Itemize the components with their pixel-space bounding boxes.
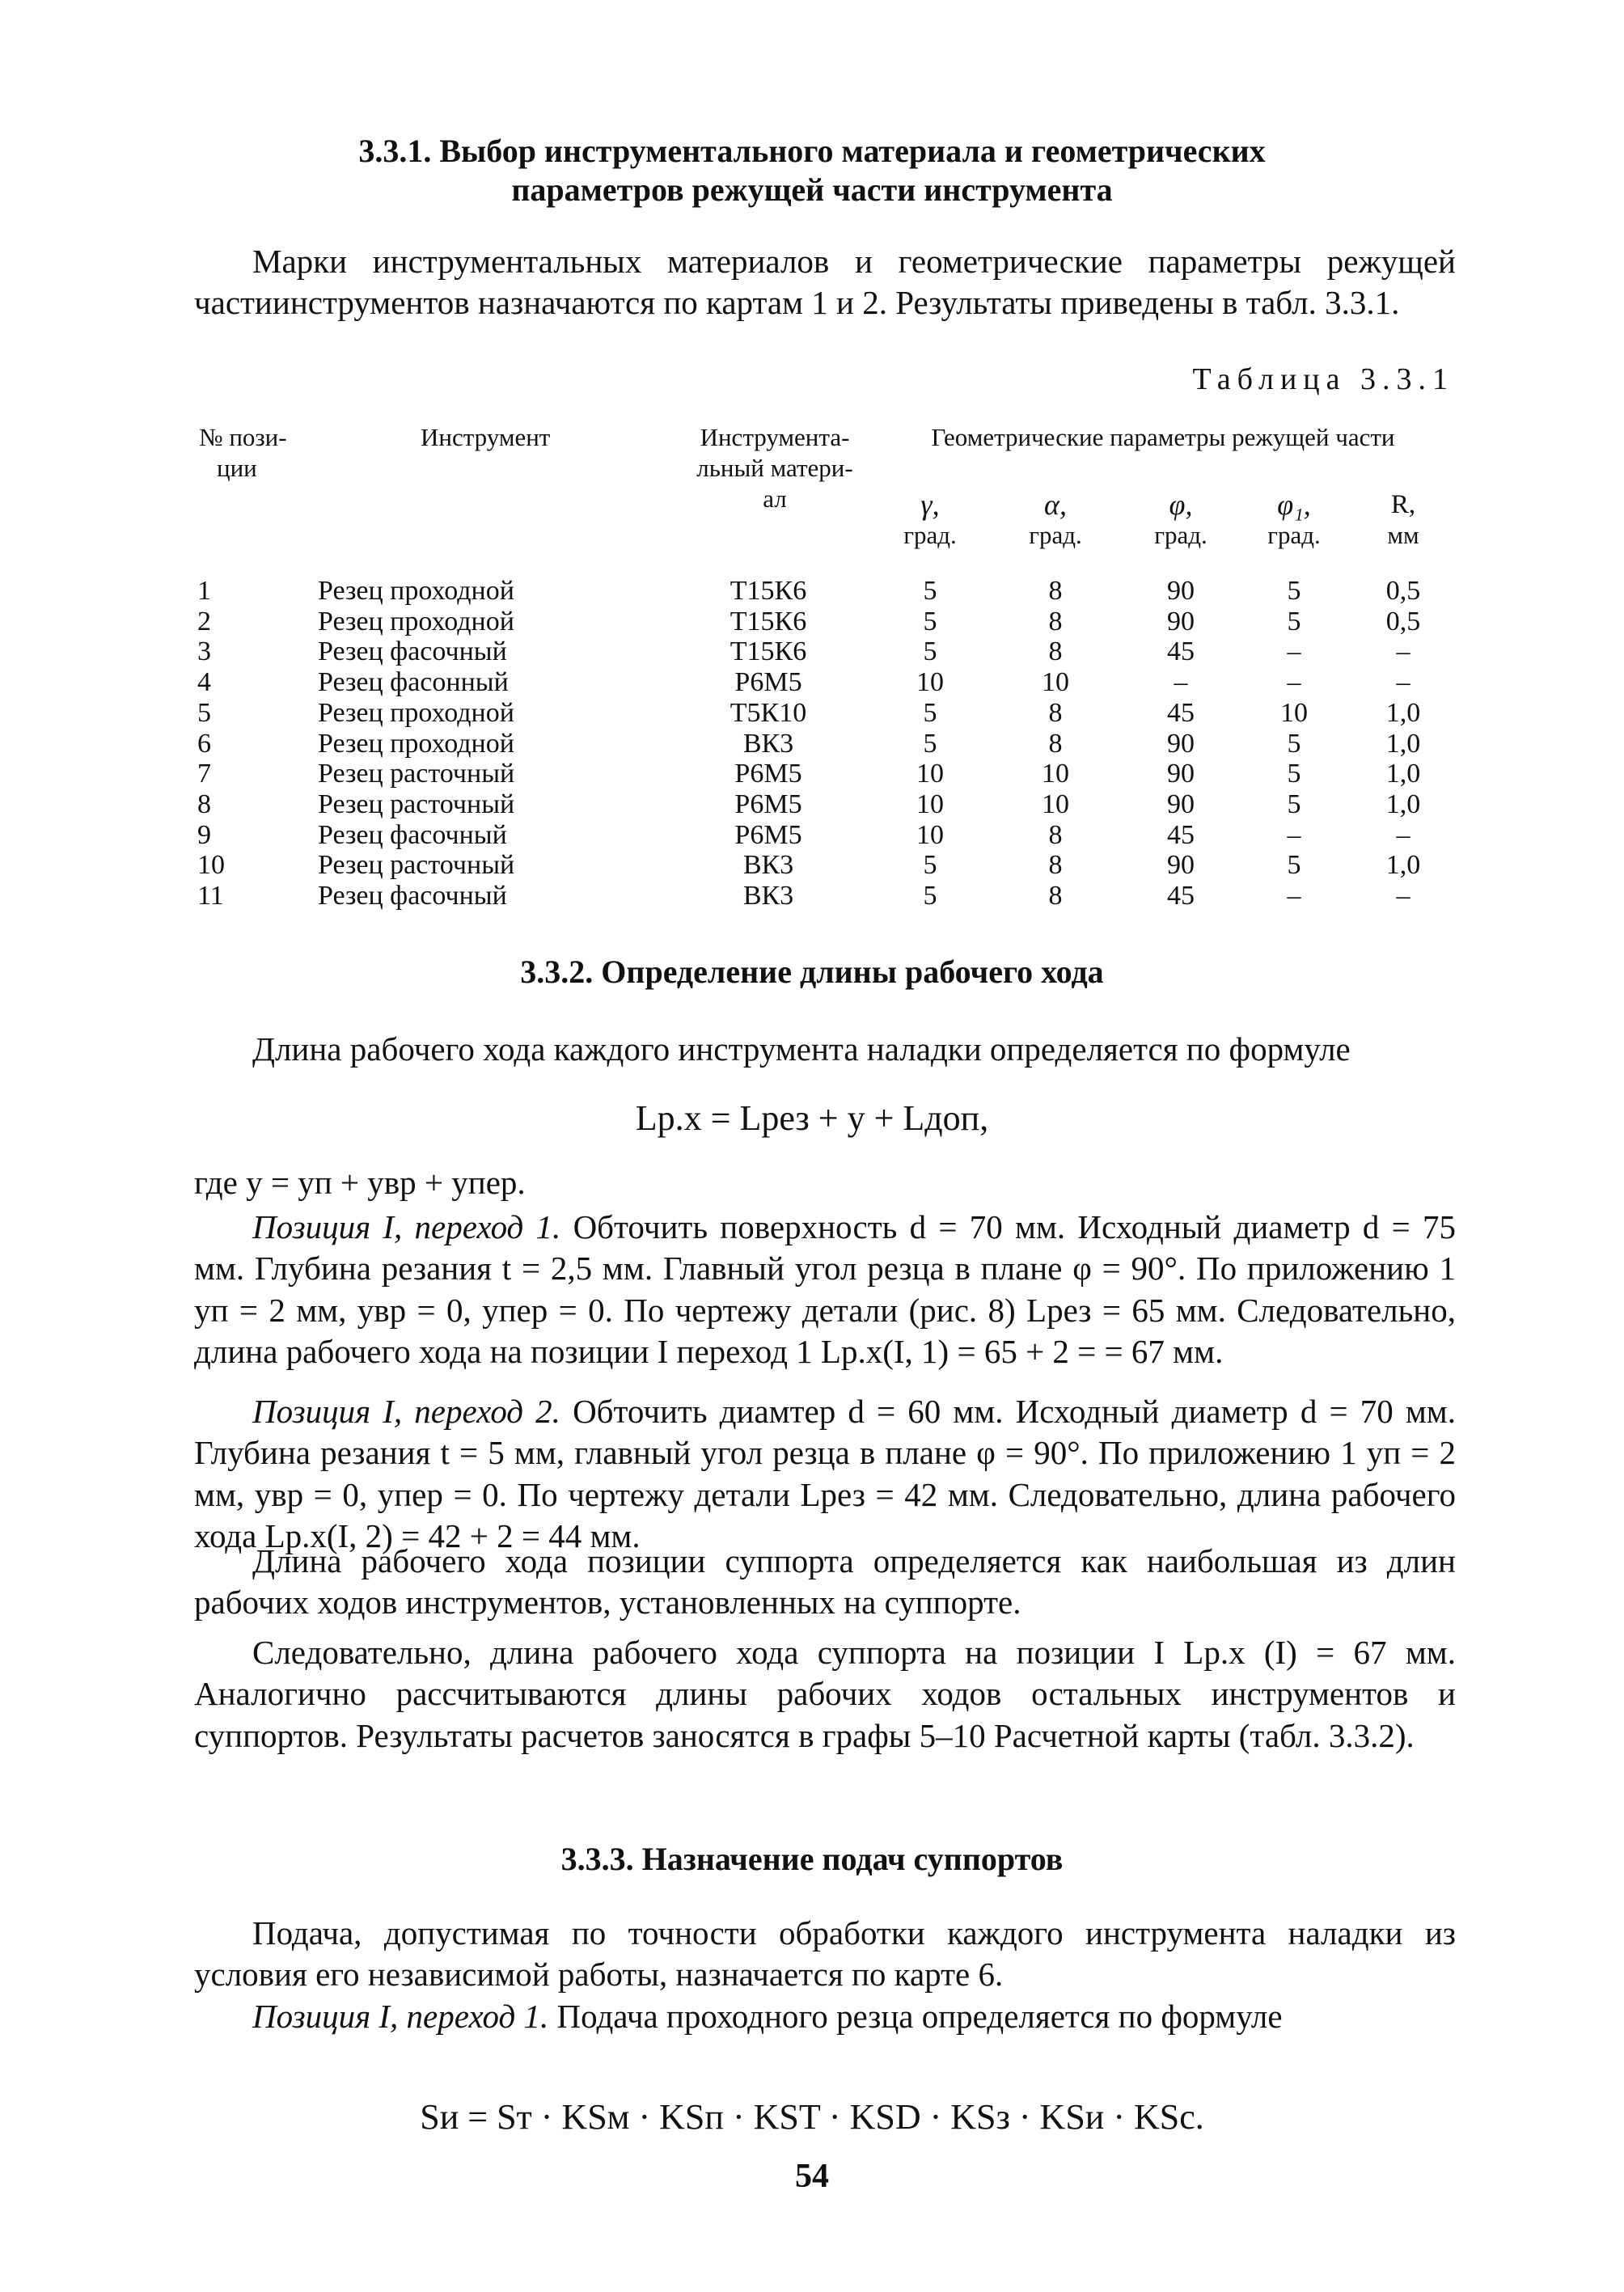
section-332-p3-text: Обточить диамтер d = 60 мм. Исходный диаметр d = 70 мм. Глубина резания t = 5 мм, главный угол резца в плане φ = 90°. По приложению 1 yп = 2 мм, yвр = 0, yпер = 0. По чертежу детали Lрез = 42 мм. Следовательно, длина рабочего хода Lр.х(I, 2) = 42 + 2 = 44 мм.: [194, 1393, 1456, 1554]
section-332-p4: Длина рабочего хода позиции суппорта определяется как наибольшая из длин рабочих ходов инструментов, установленных на суппорте.: [194, 1542, 1456, 1622]
section-332-p5: Следовательно, длина рабочего хода суппорта на позиции I Lр.х (I) = 67 мм. Аналогично рассчитываются длины рабочих ходов остальных инструментов и суппортов. Результаты расчетов заносятся в графы 5–10 Расчетной карты (табл. 3.3.2).: [194, 1634, 1456, 1754]
row-number: 5: [197, 697, 211, 728]
row-gamma: 10: [916, 759, 944, 789]
row-material: Т5К10: [730, 697, 807, 728]
row-tool: Резец проходной: [318, 697, 514, 728]
row-material: Т15К6: [730, 576, 807, 606]
table-row: [0, 698, 1624, 729]
row-gamma: 10: [916, 789, 944, 819]
row-phi1: 5: [1287, 606, 1301, 636]
row-r: 1,0: [1385, 759, 1421, 789]
row-phi: 90: [1167, 789, 1195, 819]
row-material: Т15К6: [730, 606, 807, 636]
row-phi1: 5: [1287, 759, 1301, 789]
section-331-title-line2: параметров режущей части инструмента: [511, 171, 1113, 208]
row-phi1: 5: [1287, 789, 1301, 819]
row-material: ВК3: [742, 881, 794, 911]
row-alpha: 10: [1042, 667, 1069, 698]
row-alpha: 10: [1042, 759, 1069, 789]
header-material-line1: Инструмента-: [700, 423, 850, 451]
section-332-p2-lead: Позиция I, переход 1.: [252, 1208, 561, 1245]
row-material: ВК3: [742, 728, 794, 759]
intro-paragraph: Марки инструментальных материалов и геометрические параметры режущей частиинструментов назначаются по картам 1 и 2. Результаты приведены в табл. 3.3.1.: [194, 243, 1456, 322]
row-r: 1,0: [1385, 850, 1421, 881]
row-phi1: –: [1287, 636, 1301, 667]
row-gamma: 5: [923, 728, 937, 759]
formula-feed: Sи = Sт · KSм · KSп · KST · KSD · KSз · KSи · KSc.: [420, 2097, 1204, 2137]
header-phi-unit: град.: [1154, 521, 1207, 549]
row-alpha: 8: [1048, 881, 1063, 911]
table-row: [0, 850, 1624, 881]
row-r: 1,0: [1385, 789, 1421, 819]
table-row: [0, 667, 1624, 698]
row-gamma: 5: [923, 576, 937, 606]
header-r-unit: мм: [1387, 521, 1419, 549]
row-phi: 45: [1167, 636, 1195, 667]
formula-where: где y = yп + yвр + yпер.: [194, 1164, 526, 1201]
section-331-title-line1: 3.3.1. Выбор инструментального материала и геометрических: [358, 133, 1266, 169]
header-gamma: γ,: [920, 488, 940, 521]
row-r: –: [1396, 881, 1410, 911]
section-332-p3-lead: Позиция I, переход 2.: [252, 1393, 560, 1430]
header-phi1-unit: град.: [1267, 521, 1321, 549]
row-alpha: 8: [1048, 819, 1063, 850]
table-row: [0, 607, 1624, 637]
section-332-p1: Длина рабочего хода каждого инструмента наладки определяется по формуле: [252, 1030, 1351, 1068]
row-number: 4: [197, 667, 211, 698]
row-material: Т15К6: [730, 636, 807, 667]
table-row: [0, 729, 1624, 759]
row-r: 0,5: [1385, 606, 1421, 636]
row-tool: Резец фасочный: [318, 819, 507, 850]
row-phi: 90: [1167, 850, 1195, 881]
section-332-p3: [194, 1391, 1456, 1557]
row-r: –: [1396, 819, 1410, 850]
header-tool: Инструмент: [421, 423, 551, 451]
row-alpha: 8: [1048, 850, 1063, 881]
table-row: [0, 881, 1624, 911]
row-phi1: 5: [1287, 728, 1301, 759]
row-number: 1: [197, 576, 211, 606]
header-position-line1: № пози-: [199, 423, 287, 451]
section-332-p2: [194, 1207, 1456, 1372]
row-phi1: –: [1287, 819, 1301, 850]
row-material: Р6М5: [734, 667, 802, 698]
table-row: [0, 789, 1624, 820]
row-number: 8: [197, 789, 211, 819]
table-row: [0, 636, 1624, 667]
row-tool: Резец расточный: [318, 759, 515, 789]
row-tool: Резец фасонный: [318, 667, 509, 698]
row-r: 1,0: [1385, 728, 1421, 759]
row-gamma: 10: [916, 819, 944, 850]
row-r: 1,0: [1385, 697, 1421, 728]
row-tool: Резец проходной: [318, 728, 514, 759]
row-number: 10: [197, 850, 225, 881]
row-alpha: 10: [1042, 789, 1069, 819]
row-alpha: 8: [1048, 576, 1063, 606]
header-gamma-unit: град.: [903, 521, 957, 549]
row-phi1: 10: [1280, 697, 1308, 728]
row-phi1: –: [1287, 881, 1301, 911]
header-position-line2: ции: [217, 454, 257, 482]
row-phi: 45: [1167, 819, 1195, 850]
header-material-line3: ал: [763, 484, 787, 513]
row-number: 9: [197, 819, 211, 850]
section-333-p2: [194, 1996, 1456, 2037]
row-phi: 45: [1167, 697, 1195, 728]
table-caption: Таблица 3.3.1: [1192, 362, 1454, 396]
row-alpha: 8: [1048, 636, 1063, 667]
header-phi1: φ₁,: [1277, 488, 1311, 521]
row-alpha: 8: [1048, 606, 1063, 636]
row-tool: Резец проходной: [318, 576, 514, 606]
row-number: 3: [197, 636, 211, 667]
row-phi: 90: [1167, 728, 1195, 759]
section-332-title: 3.3.2. Определение длины рабочего хода: [520, 954, 1104, 990]
row-tool: Резец расточный: [318, 789, 515, 819]
row-alpha: 8: [1048, 697, 1063, 728]
row-phi1: –: [1287, 667, 1301, 698]
row-gamma: 5: [923, 697, 937, 728]
header-geometry-group: Геометрические параметры режущей части: [931, 423, 1395, 451]
page-number: 54: [795, 2158, 829, 2195]
row-phi: –: [1174, 667, 1188, 698]
row-number: 2: [197, 606, 211, 636]
row-material: Р6М5: [734, 759, 802, 789]
row-alpha: 8: [1048, 728, 1063, 759]
table-row: [0, 759, 1624, 789]
row-gamma: 5: [923, 636, 937, 667]
section-333-title: 3.3.3. Назначение подач суппортов: [560, 1841, 1064, 1877]
row-phi: 90: [1167, 576, 1195, 606]
section-333-p1: Подача, допустимая по точности обработки каждого инструмента наладки из условия его независимой работы, назначается по карте 6.: [194, 1914, 1456, 1994]
row-phi: 45: [1167, 881, 1195, 911]
row-phi1: 5: [1287, 576, 1301, 606]
row-phi1: 5: [1287, 850, 1301, 881]
row-material: Р6М5: [734, 789, 802, 819]
header-phi: φ,: [1169, 488, 1193, 521]
row-r: –: [1396, 636, 1410, 667]
table-row: [0, 820, 1624, 851]
table-row: [0, 576, 1624, 607]
section-333-p2-lead: Позиция I, переход 1.: [252, 1998, 549, 2035]
row-number: 7: [197, 759, 211, 789]
header-alpha-unit: град.: [1029, 521, 1082, 549]
row-tool: Резец фасочный: [318, 881, 507, 911]
row-phi: 90: [1167, 606, 1195, 636]
header-alpha: α,: [1044, 488, 1067, 521]
row-tool: Резец расточный: [318, 850, 515, 881]
row-tool: Резец фасочный: [318, 636, 507, 667]
row-material: Р6М5: [734, 819, 802, 850]
row-material: ВК3: [742, 850, 794, 881]
row-r: –: [1396, 667, 1410, 698]
row-gamma: 10: [916, 667, 944, 698]
row-gamma: 5: [923, 850, 937, 881]
header-r: R,: [1390, 490, 1416, 519]
row-phi: 90: [1167, 759, 1195, 789]
row-tool: Резец проходной: [318, 606, 514, 636]
row-r: 0,5: [1385, 576, 1421, 606]
row-number: 6: [197, 728, 211, 759]
header-material-line2: льный матери-: [696, 454, 853, 482]
row-gamma: 5: [923, 606, 937, 636]
section-332-p2-text: Обточить поверхность d = 70 мм. Исходный диаметр d = 75 мм. Глубина резания t = 2,5 мм. Главный угол резца в плане φ = 90°. По приложению 1 yп = 2 мм, yвр = 0, yпер = 0. По чертежу детали (рис. 8) Lрез = 65 мм. Следовательно, длина рабочего хода на позиции I переход 1 Lр.х(I, 1) = 65 + 2 = = 67 мм.: [194, 1208, 1456, 1370]
section-333-p2-text: Подача проходного резца определяется по формуле: [556, 1998, 1283, 2035]
row-number: 11: [197, 881, 224, 911]
row-gamma: 5: [923, 881, 937, 911]
formula-working-stroke: Lр.х = Lрез + y + Lдоп,: [635, 1098, 989, 1138]
